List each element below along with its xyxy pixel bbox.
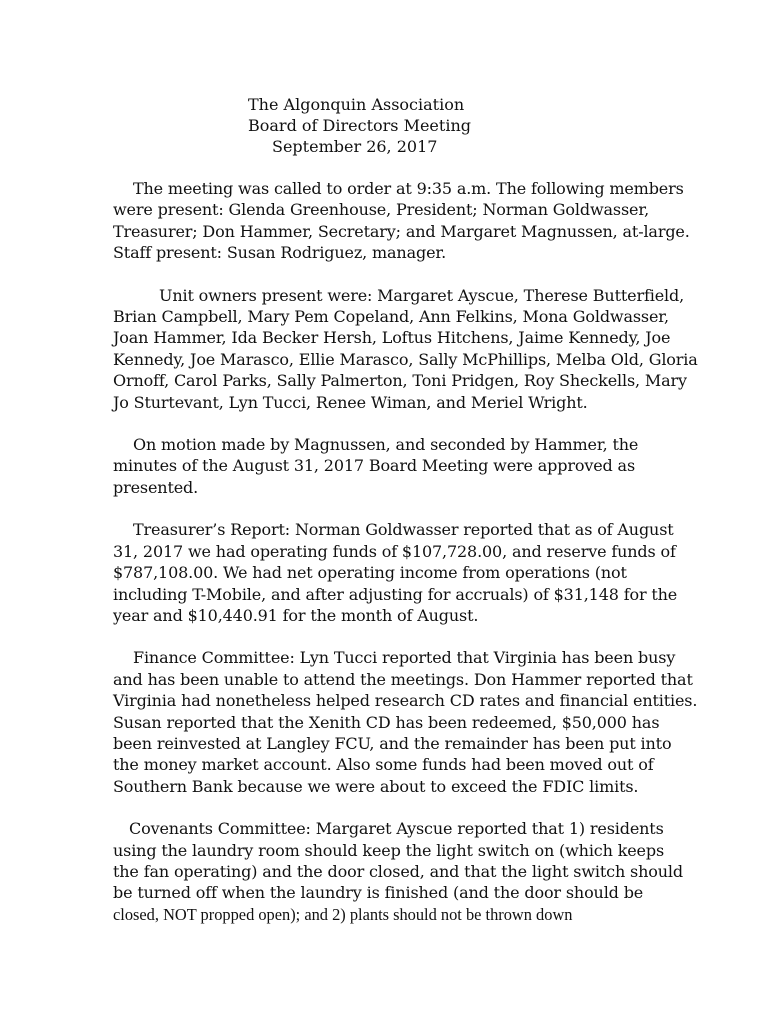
text-line: Treasurer’s Report: Norman Goldwasser reported that as of August — [133, 520, 674, 540]
text-line: closed, NOT propped open); and 2) plants should not be thrown down — [113, 904, 573, 924]
text-line: Treasurer; Don Hammer, Secretary; and Margaret Magnussen, at-large. — [113, 221, 690, 241]
text-line: 31, 2017 we had operating funds of $107,728.00, and reserve funds of — [113, 541, 676, 561]
text-line: Brian Campbell, Mary Pem Copeland, Ann Felkins, Mona Goldwasser, — [113, 307, 669, 327]
text-line: On motion made by Magnussen, and seconded by Hammer, the — [133, 435, 639, 455]
text-line: year and $10,440.91 for the month of August. — [113, 605, 479, 625]
text-line: using the laundry room should keep the light switch on (which keeps — [113, 840, 665, 860]
treasurer-report-paragraph — [113, 519, 678, 626]
unit-owners-paragraph — [113, 285, 698, 413]
text-line: be turned off when the laundry is finished (and the door should be — [113, 883, 644, 903]
text-line: minutes of the August 31, 2017 Board Meeting were approved as — [113, 456, 636, 476]
text-line: Susan reported that the Xenith CD has been redeemed, $50,000 has — [113, 712, 660, 732]
covenants-committee-paragraph — [113, 818, 683, 925]
text-line: Virginia had nonetheless helped research CD rates and financial entities. — [113, 691, 698, 711]
text-line: were present: Glenda Greenhouse, President; Norman Goldwasser, — [113, 200, 650, 220]
minutes-approval-paragraph — [113, 434, 673, 498]
finance-committee-paragraph — [113, 647, 698, 797]
text-line: Covenants Committee: Margaret Ayscue reported that 1) residents — [129, 819, 664, 839]
text-line: Joan Hammer, Ida Becker Hersh, Loftus Hitchens, Jaime Kennedy, Joe — [113, 328, 671, 348]
text-line: Finance Committee: Lyn Tucci reported that Virginia has been busy — [133, 648, 676, 668]
association-name: The Algonquin Association — [248, 95, 465, 114]
text-line: Unit owners present were: Margaret Ayscue, Therese Butterfield, — [159, 285, 685, 305]
document-heading — [248, 94, 471, 157]
minutes-body — [113, 178, 698, 946]
text-line: been reinvested at Langley FCU, and the remainder has been put into — [113, 733, 672, 753]
call-to-order-paragraph — [113, 178, 690, 264]
text-line: Ornoff, Carol Parks, Sally Palmerton, Toni Pridgen, Roy Sheckells, Mary — [113, 371, 687, 391]
meeting-title: Board of Directors Meeting — [248, 116, 471, 135]
meeting-date: September 26, 2017 — [272, 137, 438, 156]
text-line: and has been unable to attend the meetings. Don Hammer reported that — [113, 669, 693, 689]
text-line: the money market account. Also some funds had been moved out of — [113, 755, 654, 775]
text-line: The meeting was called to order at 9:35 a.m. The following members — [133, 179, 684, 198]
text-line: including T-Mobile, and after adjusting for accruals) of $31,148 for the — [113, 584, 678, 604]
text-line: presented. — [113, 477, 199, 497]
text-line: the fan operating) and the door closed, and that the light switch should — [113, 861, 683, 881]
text-line: $787,108.00. We had net operating income from operations (not — [113, 563, 627, 583]
text-line: Staff present: Susan Rodriguez, manager. — [113, 243, 447, 263]
text-line: Kennedy, Joe Marasco, Ellie Marasco, Sally McPhillips, Melba Old, Gloria — [113, 349, 698, 369]
text-line: Southern Bank because we were about to exceed the FDIC limits. — [113, 776, 639, 796]
text-line: Jo Sturtevant, Lyn Tucci, Renee Wiman, and Meriel Wright. — [113, 392, 588, 412]
